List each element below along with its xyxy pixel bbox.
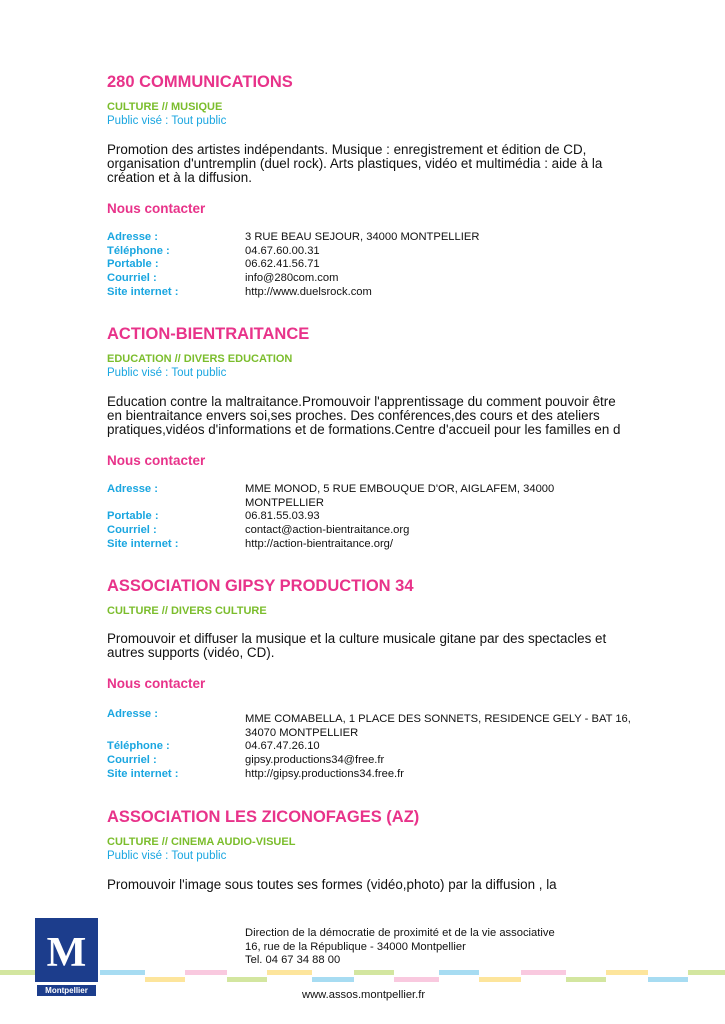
contact-row-adresse: Adresse : MME MONOD, 5 RUE EMBOUQUE D'OR, AIGLAFEM, 34000 MONTPELLIER [107,483,555,509]
montpellier-logo [35,918,98,998]
email-link[interactable]: contact@action-bientraitance.org [245,524,410,537]
entry-title: ACTION-BIENTRAITANCE [107,325,310,343]
color-stripe-decoration [0,968,725,984]
contact-heading: Nous contacter [107,201,206,216]
entry-category: EDUCATION // DIVERS EDUCATION [107,353,293,365]
entry-title: ASSOCIATION LES ZICONOFAGES (AZ) [107,808,420,826]
entry-ziconofages [107,807,677,892]
contact-heading: Nous contacter [107,453,206,468]
email-link[interactable]: gipsy.productions34@free.fr [245,754,385,767]
contact-row-adresse: Adresse : MME COMABELLA, 1 PLACE DES SONNETS, RESIDENCE GELY - BAT 16, 34070 MONTPELLIER [107,708,631,739]
contact-row-courriel: Courriel : info@280com.com [107,272,677,286]
contact-table [107,483,677,552]
contact-table [107,231,677,300]
footer-website-link[interactable]: www.assos.montpellier.fr [302,989,426,1001]
entry-title: 280 COMMUNICATIONS [107,73,293,91]
contact-row-courriel: Courriel : gipsy.productions34@free.fr [107,754,677,768]
entry-title: ASSOCIATION GIPSY PRODUCTION 34 [107,577,414,595]
website-link[interactable]: http://www.duelsrock.com [245,285,372,298]
contact-row-site: Site internet : http://action-bientraitance.org/ [107,538,677,552]
entry-action-bientraitance [107,324,677,552]
entry-description: Education contre la maltraitance.Promouvoir l'apprentissage du comment pouvoir être en bientraitance envers soi,ses proches. Des conférences,des cours et des ateliers pratiques,vidéos d'informations et de formations.Centre d'accueil pour les familles en d [107,394,621,437]
entry-category: CULTURE // MUSIQUE [107,101,223,113]
entry-public: Public visé : Tout public [107,367,227,379]
logo-wordmark: Montpellier [37,985,96,996]
contact-row-site: Site internet : http://gipsy.productions34.free.fr [107,768,677,782]
entry-category: CULTURE // CINEMA AUDIO-VISUEL [107,836,296,848]
entry-description: Promotion des artistes indépendants. Musique : enregistrement et édition de CD, organisation d'untremplin (duel rock). Arts plastiques, vidéo et multimédia : aide à la création et à la diffusion. [107,142,603,185]
entry-gipsy-production [107,576,677,782]
contact-table [107,708,677,782]
email-link[interactable]: info@280com.com [245,272,339,285]
entry-description: Promouvoir et diffuser la musique et la culture musicale gitane par des spectacles et autres supports (vidéo, CD). [107,631,607,660]
entry-public: Public visé : Tout public [107,115,227,127]
contact-row-site: Site internet : http://www.duelsrock.com [107,286,677,300]
website-link[interactable]: http://gipsy.productions34.free.fr [245,767,404,780]
contact-row-telephone: Téléphone : 04.67.47.26.10 [107,740,320,753]
entry-category: CULTURE // DIVERS CULTURE [107,605,267,617]
contact-row-portable: Portable : 06.62.41.56.71 [107,258,320,271]
website-link[interactable]: http://action-bientraitance.org/ [245,537,394,550]
entry-description: Promouvoir l'image sous toutes ses formes (vidéo,photo) par la diffusion , la [107,877,557,892]
footer-address: Direction de la démocratie de proximité et de la vie associative 16, rue de la République - 34000 Montpellier Tel. 04 67 34 88 00 [245,927,555,967]
contact-heading: Nous contacter [107,676,206,691]
contact-row-adresse: Adresse : 3 RUE BEAU SEJOUR, 34000 MONTPELLIER [107,231,480,243]
contact-row-portable: Portable : 06.81.55.03.93 [107,510,320,523]
entry-280-communications [107,72,677,300]
contact-row-telephone: Téléphone : 04.67.60.00.31 [107,244,320,257]
logo-letter: M [46,930,87,976]
contact-row-courriel: Courriel : contact@action-bientraitance.org [107,524,677,538]
entry-public: Public visé : Tout public [107,850,227,862]
